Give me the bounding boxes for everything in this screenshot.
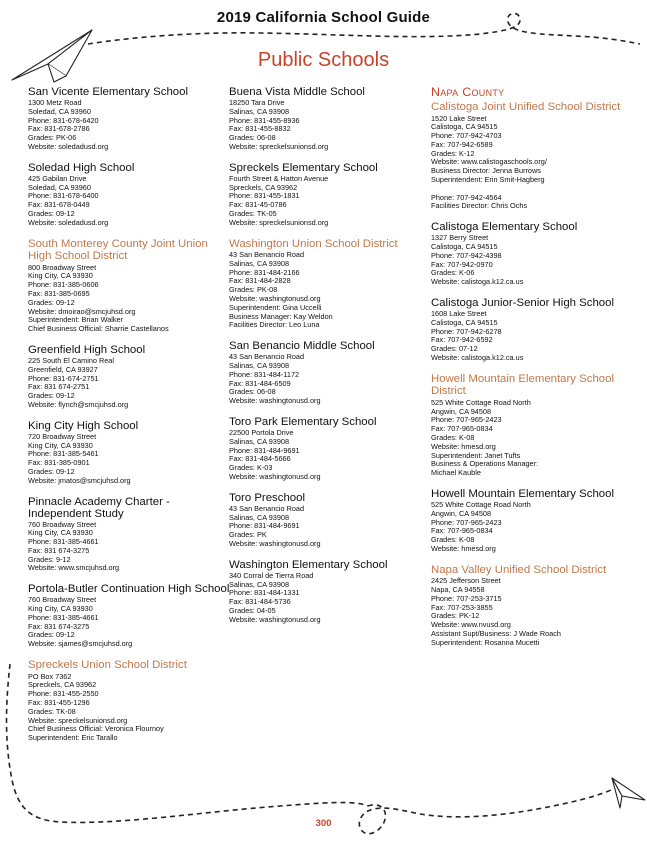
detail-line: Grades: 06-08 [229,387,276,397]
detail-line: Grades: PK [229,530,267,540]
detail-line: Salinas, CA 93908 [229,512,290,522]
district-entry [28,238,228,334]
district-name: Howell Mountain Elementary School District [431,372,614,398]
column-2 [229,86,427,635]
detail-line: Phone: 707-942-4564 [431,192,502,202]
detail-line: Website: sjames@smcjuhsd.org [28,639,133,649]
detail-line: Fax: 831 674-3275 [28,545,90,555]
detail-line: Phone: 707-253-3715 [431,593,502,603]
school-name: Portola-Butler Continuation High School [28,583,230,596]
detail-line: Website: dmoirao@smcjuhsd.org [28,306,136,316]
detail-line: Phone: 707-965-2423 [431,415,502,425]
detail-line: 720 Broadway Street [28,431,97,441]
school-name: Toro Park Elementary School [229,416,377,429]
detail-line: Website: flynch@smcjuhsd.org [28,399,129,409]
detail-line: Phone: 831-678-6400 [28,191,99,201]
detail-line: Phone: 707-942-6278 [431,326,502,336]
detail-line: 1300 Metz Road [28,98,82,107]
detail-line: Grades: 09-12 [28,466,75,476]
detail-line: PO Box 7362 [28,671,72,681]
detail-line: Phone: 831-455-2550 [28,689,99,699]
detail-line: Website: soledadusd.org [28,141,109,151]
detail-line: Fax: 831-385-0901 [28,458,90,468]
detail-line: Website: hmesd.org [431,441,496,451]
detail-line: Grades: K-12 [431,148,475,158]
detail-line: 43 San Benancio Road [229,352,305,362]
district-entry [431,564,637,648]
school-name: Pinnacle Academy Charter - Independent Study [28,495,170,520]
detail-line: Phone: 831-385-4661 [28,537,99,547]
school-entry [28,344,228,410]
district-name: Napa Valley Unified School District [431,563,607,576]
detail-line: Fax: 831-484-5666 [229,454,291,464]
detail-line: Assistant Supt/Business: J Wade Roach [431,629,561,639]
detail-line: Fax: 831 674-2751 [28,382,90,392]
detail-line: Fax: 831-484-5736 [229,597,291,607]
detail-line: Salinas, CA 93908 [229,106,290,116]
detail-line: 22500 Portola Drive [229,428,294,438]
school-name: Howell Mountain Elementary School [431,488,614,500]
school-name: San Benancio Middle School [229,340,375,353]
section-title: Public Schools [257,49,390,71]
school-name: San Vicente Elementary School [28,86,188,98]
detail-line: Fax: 707-965-0834 [431,424,493,434]
detail-line: 43 San Benancio Road [229,250,305,260]
detail-line: Grades: K-06 [431,268,475,278]
detail-line: Superintendent: Eric Tarallo [28,733,118,743]
school-name: King City High School [28,419,139,432]
detail-line: Grades: 04-05 [229,605,276,615]
detail-line: Phone: 831-484-1172 [229,369,300,379]
detail-line: Website: spreckelsunionsd.org [28,715,128,725]
detail-line: Superintendent: Janet Tufts [431,450,521,460]
detail-line: Business Manager: Kay Weldon [229,311,333,321]
school-entry [28,583,228,649]
detail-line: Website: soledadusd.org [28,217,109,227]
school-entry [28,162,228,228]
detail-line: Soledad, CA 93960 [28,106,91,116]
detail-line: Grades: 06-08 [229,133,276,143]
detail-line: Phone: 707-965-2423 [431,517,502,527]
detail-line: Grades: PK-06 [28,133,77,143]
detail-line: Spreckels, CA 93962 [229,182,298,192]
detail-line: 1520 Lake Street [431,113,487,123]
detail-line: Fax: 831-455-1296 [28,697,90,707]
school-name: Soledad High School [28,161,135,174]
detail-line: Website: spreckelsunionsd.org [229,141,329,151]
detail-line: Phone: 707-942-4703 [431,131,502,141]
detail-line: Phone: 831-484-2166 [229,267,300,277]
detail-line: 18250 Tara Drive [229,98,285,107]
detail-line: Website: jmatos@smcjuhsd.org [28,475,131,485]
district-entry [28,659,228,743]
detail-line: Website: www.calistogaschools.org/ [431,157,547,167]
detail-line: 800 Broadway Street [28,262,97,272]
county-name: Napa County [431,85,505,99]
school-name: Buena Vista Middle School [229,86,365,98]
detail-line: 760 Broadway Street [28,595,97,605]
detail-line: 525 White Cottage Road North [431,397,531,407]
detail-line: 425 Gabilan Drive [28,173,87,183]
detail-line: Napa, CA 94558 [431,585,485,595]
detail-line: King City, CA 93930 [28,604,93,614]
detail-line: Salinas, CA 93908 [229,436,290,446]
detail-line: Website: spreckelsunionsd.org [229,217,329,227]
detail-line: 1327 Berry Street [431,233,489,243]
school-name: Washington Elementary School [229,558,388,571]
detail-line: Fax: 831-484-2828 [229,276,291,286]
detail-line: Phone: 831-385-5461 [28,449,99,459]
detail-line: Phone: 831-455-1831 [229,191,300,201]
district-name: South Monterey County Joint Union High School District [28,237,208,263]
detail-line: Greenfield, CA 93927 [28,364,98,374]
detail-line: Grades: 07-12 [431,344,478,354]
detail-line: Business & Operations Manager: [431,459,539,469]
detail-line: Grades: PK-12 [431,611,480,621]
school-entry [229,492,427,549]
detail-line: Calistoga, CA 94515 [431,317,498,327]
detail-line: Website: calistoga.k12.ca.us [431,353,524,363]
detail-line: Grades: PK-08 [229,285,278,295]
detail-line: 225 South El Camino Real [28,355,114,365]
detail-line: Fax: 831-484-6509 [229,378,291,388]
detail-line: Angwin, CA 94508 [431,508,492,518]
district-entry [431,373,637,478]
detail-line: King City, CA 93930 [28,271,93,281]
guide-title: 2019 California School Guide [216,9,431,26]
school-entry [28,86,228,152]
detail-line: Grades: 09-12 [28,391,75,401]
detail-line: Website: calistoga.k12.ca.us [431,277,524,287]
school-entry [229,416,427,482]
detail-line: Fax: 707-253-3855 [431,602,493,612]
school-name: Calistoga Elementary School [431,221,578,234]
detail-line: Superintendent: Gina Uccelli [229,302,322,312]
detail-line: 1608 Lake Street [431,309,487,319]
detail-line: Facilities Director: Leo Luna [229,320,320,330]
detail-line: Fax: 831 674-3275 [28,621,90,631]
detail-line: Fax: 831-45-0786 [229,200,287,210]
paper-airplane-icon [612,778,645,808]
detail-line: Phone: 831-385-4661 [28,612,99,622]
school-entry [431,297,637,363]
detail-line: Fax: 707-942-0970 [431,259,493,269]
district-entry [431,101,637,211]
detail-line: Grades: 9-12 [28,554,71,564]
detail-line: Fax: 831-678-0449 [28,200,90,210]
detail-line: Soledad, CA 93960 [28,182,91,192]
detail-line: Salinas, CA 93908 [229,258,290,268]
school-entry [229,559,427,625]
school-name: Toro Preschool [229,491,305,504]
school-entry [28,420,228,486]
detail-line: Fax: 707-942-6592 [431,335,493,345]
detail-line: Website: washingtonusd.org [229,294,321,304]
detail-line: Chief Business Official: Sharrie Castellanos [28,324,169,334]
detail-line: Fax: 831-455-8832 [229,124,291,134]
detail-line: 43 San Benancio Road [229,503,305,513]
detail-line: Salinas, CA 93908 [229,361,290,371]
detail-line: Grades: K-03 [229,463,273,473]
detail-line: Phone: 831-484-1331 [229,588,300,598]
page-number: 300 [315,818,332,829]
school-name: Calistoga Junior-Senior High School [431,297,614,310]
school-name: Spreckels Elementary School [229,161,378,174]
detail-line: Calistoga, CA 94515 [431,122,498,132]
detail-line: Phone: 831-484-9691 [229,445,300,455]
detail-line: Phone: 831-678-6420 [28,115,99,125]
detail-line: Website: washingtonusd.org [229,614,321,624]
detail-line: Fax: 831-385-0695 [28,288,90,298]
detail-line: Fourth Street & Hatton Avenue [229,173,329,183]
detail-line: Phone: 831-455-8936 [229,115,300,125]
detail-line: Fax: 831-678-2786 [28,124,90,134]
detail-line: Grades: 09-12 [28,297,75,307]
school-entry [229,340,427,406]
district-name: Spreckels Union School District [28,659,187,672]
detail-line: Superintendent: Brian Walker [28,315,124,325]
detail-line: Grades: TK-05 [229,208,277,218]
detail-line: Website: washingtonusd.org [229,396,321,406]
detail-line: Phone: 707-942-4398 [431,250,502,260]
detail-line: Calistoga, CA 94515 [431,242,498,252]
detail-line: Fax: 707-942-6589 [431,139,493,149]
detail-line: Grades: 09-12 [28,630,75,640]
detail-line: Phone: 831-385-0606 [28,280,99,290]
detail-line: Fax: 707-965-0834 [431,526,493,536]
school-entry [28,496,228,574]
detail-line: Website: www.smcjuhsd.org [28,563,120,573]
county-entry [431,86,637,99]
detail-line: Website: www.nvusd.org [431,620,511,630]
school-name: Greenfield High School [28,343,146,356]
detail-line: King City, CA 93930 [28,528,93,538]
school-entry [229,162,427,228]
detail-line: Grades: 09-12 [28,208,75,218]
detail-line: 525 White Cottage Road North [431,500,531,509]
detail-line: Chief Business Official: Veronica Flournoy [28,724,164,734]
detail-line: Grades: K-08 [431,433,475,443]
detail-line: Superintendent: Erin Smit-Hagberg [431,175,545,185]
school-entry [229,86,427,152]
detail-line: Superintendent: Rosanna Mucetti [431,637,540,647]
detail-line: Salinas, CA 93908 [229,579,290,589]
detail-line: King City, CA 93930 [28,440,93,450]
school-entry [431,488,637,554]
detail-line: Grades: TK-08 [28,706,76,716]
detail-line: 760 Broadway Street [28,519,97,529]
detail-line: 2425 Jefferson Street [431,576,501,586]
detail-line: Phone: 831-484-9691 [229,521,300,531]
detail-line: Facilities Director: Chris Ochs [431,201,528,211]
detail-line: Website: hmesd.org [431,543,496,553]
detail-line: 340 Corral de Tierra Road [229,570,314,580]
detail-line: Spreckels, CA 93962 [28,680,97,690]
district-entry [229,238,427,331]
detail-line: Website: washingtonusd.org [229,472,321,481]
school-entry [431,221,637,287]
column-1 [28,86,228,753]
detail-line: Phone: 831-674-2751 [28,373,99,383]
district-name: Washington Union School District [229,237,398,250]
detail-line: Website: washingtonusd.org [229,538,321,548]
column-3 [431,86,637,658]
district-name: Calistoga Joint Unified School District [431,101,621,113]
detail-line: Grades: K-08 [431,535,475,545]
detail-line: Business Director: Jenna Burrows [431,166,541,176]
detail-line: Michael Kauble [431,468,481,478]
detail-line: Angwin, CA 94508 [431,406,492,416]
